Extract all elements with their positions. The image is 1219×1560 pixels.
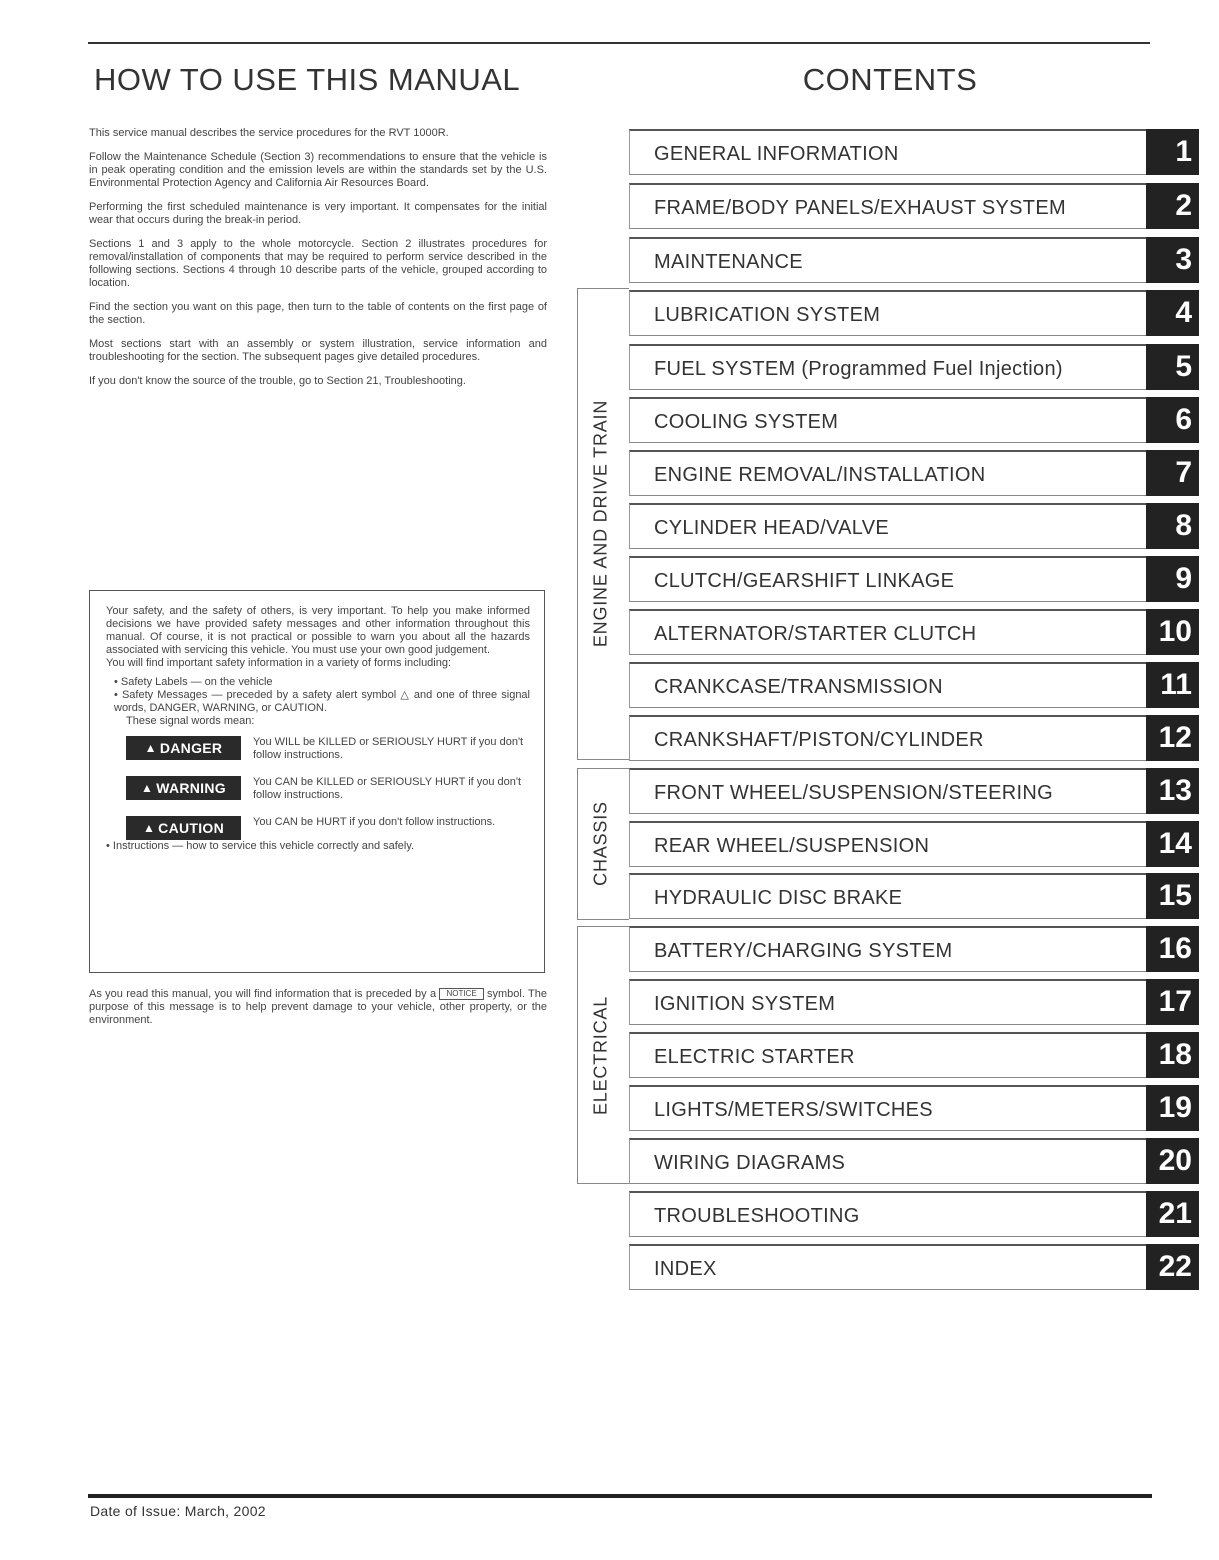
- section-number: 2: [1146, 183, 1199, 229]
- notice-symbol: NOTICE: [439, 988, 483, 1000]
- signal-caution: [126, 816, 530, 840]
- warning-badge: ▲ WARNING: [126, 776, 241, 800]
- toc-item-engine-removal[interactable]: ENGINE REMOVAL/INSTALLATION: [629, 450, 1146, 496]
- safety-forms: You will find important safety information in a variety of forms including:: [106, 657, 452, 669]
- paragraph: This service manual describes the service procedures for the RVT 1000R.: [89, 127, 449, 139]
- top-rule: [88, 42, 1150, 44]
- alert-triangle-icon: ▲: [142, 820, 156, 835]
- section-number: 20: [1146, 1138, 1199, 1184]
- notice-paragraph: As you read this manual, you will find information that is preceded by a NOTICE symbol. The purpose of this message is to help prevent damage to your vehicle, other property, or the environment.: [89, 988, 547, 1026]
- section-number: 4: [1146, 290, 1199, 336]
- toc-item-ignition[interactable]: IGNITION SYSTEM: [629, 979, 1146, 1025]
- signal-description: You WILL be KILLED or SERIOUSLY HURT if you don't follow instructions.: [253, 736, 524, 761]
- toc-item-frame-body[interactable]: FRAME/BODY PANELS/EXHAUST SYSTEM: [629, 183, 1146, 229]
- alert-triangle-icon: ▲: [141, 780, 154, 795]
- section-number: 7: [1146, 450, 1199, 496]
- safety-box: [89, 590, 545, 973]
- signal-description: You CAN be HURT if you don't follow instructions.: [253, 816, 496, 828]
- safety-instructions: • Instructions — how to service this vehicle correctly and safely.: [106, 840, 415, 852]
- safety-bullet: • Safety Messages — preceded by a safety alert symbol △ and one of three signal words, DANGER, WARNING, or CAUTION.: [114, 689, 530, 714]
- section-number: 6: [1146, 397, 1199, 443]
- danger-badge: ▲ DANGER: [126, 736, 241, 760]
- section-number: 17: [1146, 979, 1199, 1025]
- toc-item-crankcase[interactable]: CRANKCASE/TRANSMISSION: [629, 662, 1146, 708]
- section-number: 13: [1146, 768, 1199, 814]
- safety-signal-intro: These signal words mean:: [126, 715, 255, 727]
- section-number: 19: [1146, 1085, 1199, 1131]
- toc-item-wiring[interactable]: WIRING DIAGRAMS: [629, 1138, 1146, 1184]
- toc-item-fuel-system[interactable]: FUEL SYSTEM (Programmed Fuel Injection): [629, 344, 1146, 390]
- paragraph: Follow the Maintenance Schedule (Section 3) recommendations to ensure that the vehicle is in peak operating condition and the emission levels are within the standards set by the U.S. Environmental Protection Agency and California Air Resources Board.: [89, 151, 547, 189]
- bottom-rule: [88, 1494, 1152, 1498]
- section-number: 14: [1146, 821, 1199, 867]
- section-number: 9: [1146, 556, 1199, 602]
- toc-item-rear-wheel[interactable]: REAR WHEEL/SUSPENSION: [629, 821, 1146, 867]
- section-number: 10: [1146, 609, 1199, 655]
- toc-item-index[interactable]: INDEX: [629, 1244, 1146, 1290]
- issue-date: Date of Issue: March, 2002: [90, 1503, 266, 1519]
- toc-item-alternator[interactable]: ALTERNATOR/STARTER CLUTCH: [629, 609, 1146, 655]
- toc-item-cylinder-head[interactable]: CYLINDER HEAD/VALVE: [629, 503, 1146, 549]
- section-number: 18: [1146, 1032, 1199, 1078]
- signal-warning: [126, 776, 530, 802]
- safety-intro: Your safety, and the safety of others, is very important. To help you make informed decisions we have provided safety messages and other information throughout this manual. Of course, it is not practical or possible to warn you about all the hazards associated with servicing this vehicle. You must use your own good judgement.: [106, 605, 530, 656]
- group-label-chassis: CHASSIS: [590, 801, 611, 886]
- safety-bullet: • Safety Labels — on the vehicle: [114, 676, 273, 688]
- toc-item-electric-starter[interactable]: ELECTRIC STARTER: [629, 1032, 1146, 1078]
- paragraph: Most sections start with an assembly or system illustration, service information and troubleshooting for the section. The subsequent pages give detailed procedures.: [89, 338, 547, 363]
- toc-item-troubleshooting[interactable]: TROUBLESHOOTING: [629, 1191, 1146, 1237]
- section-number: 3: [1146, 237, 1199, 283]
- paragraph: Find the section you want on this page, then turn to the table of contents on the first page of the section.: [89, 301, 547, 326]
- toc-item-brake[interactable]: HYDRAULIC DISC BRAKE: [629, 873, 1146, 919]
- paragraph: Sections 1 and 3 apply to the whole motorcycle. Section 2 illustrates procedures for removal/installation of components that may be required to perform service described in the following sections. Sections 4 through 10 describe parts of the vehicle, grouped according to location.: [89, 238, 547, 289]
- toc-item-lubrication[interactable]: LUBRICATION SYSTEM: [629, 290, 1146, 336]
- toc-item-crankshaft[interactable]: CRANKSHAFT/PISTON/CYLINDER: [629, 715, 1146, 761]
- section-number: 16: [1146, 926, 1199, 972]
- section-number: 12: [1146, 715, 1199, 761]
- section-number: 1: [1146, 129, 1199, 175]
- toc-item-general-information[interactable]: GENERAL INFORMATION: [629, 129, 1146, 175]
- alert-triangle-icon: ▲: [144, 740, 157, 755]
- section-number: 11: [1146, 662, 1199, 708]
- page-title: HOW TO USE THIS MANUAL: [94, 62, 521, 97]
- intro-text: [89, 127, 547, 399]
- paragraph: If you don't know the source of the trouble, go to Section 21, Troubleshooting.: [89, 375, 466, 387]
- section-number: 5: [1146, 344, 1199, 390]
- section-number: 22: [1146, 1244, 1199, 1290]
- toc-item-battery[interactable]: BATTERY/CHARGING SYSTEM: [629, 926, 1146, 972]
- group-label-engine: ENGINE AND DRIVE TRAIN: [590, 399, 611, 648]
- paragraph: Performing the first scheduled maintenance is very important. It compensates for the initial wear that occurs during the break-in period.: [89, 201, 547, 226]
- toc-item-cooling[interactable]: COOLING SYSTEM: [629, 397, 1146, 443]
- group-label-electrical: ELECTRICAL: [590, 995, 611, 1116]
- section-number: 15: [1146, 873, 1199, 919]
- toc-item-lights[interactable]: LIGHTS/METERS/SWITCHES: [629, 1085, 1146, 1131]
- toc-item-maintenance[interactable]: MAINTENANCE: [629, 237, 1146, 283]
- signal-danger: [126, 736, 530, 762]
- signal-description: You CAN be KILLED or SERIOUSLY HURT if you don't follow instructions.: [253, 776, 522, 801]
- toc-item-clutch[interactable]: CLUTCH/GEARSHIFT LINKAGE: [629, 556, 1146, 602]
- section-number: 21: [1146, 1191, 1199, 1237]
- section-number: 8: [1146, 503, 1199, 549]
- contents-title: CONTENTS: [802, 62, 978, 97]
- toc-item-front-wheel[interactable]: FRONT WHEEL/SUSPENSION/STEERING: [629, 768, 1146, 814]
- caution-badge: ▲ CAUTION: [126, 816, 241, 840]
